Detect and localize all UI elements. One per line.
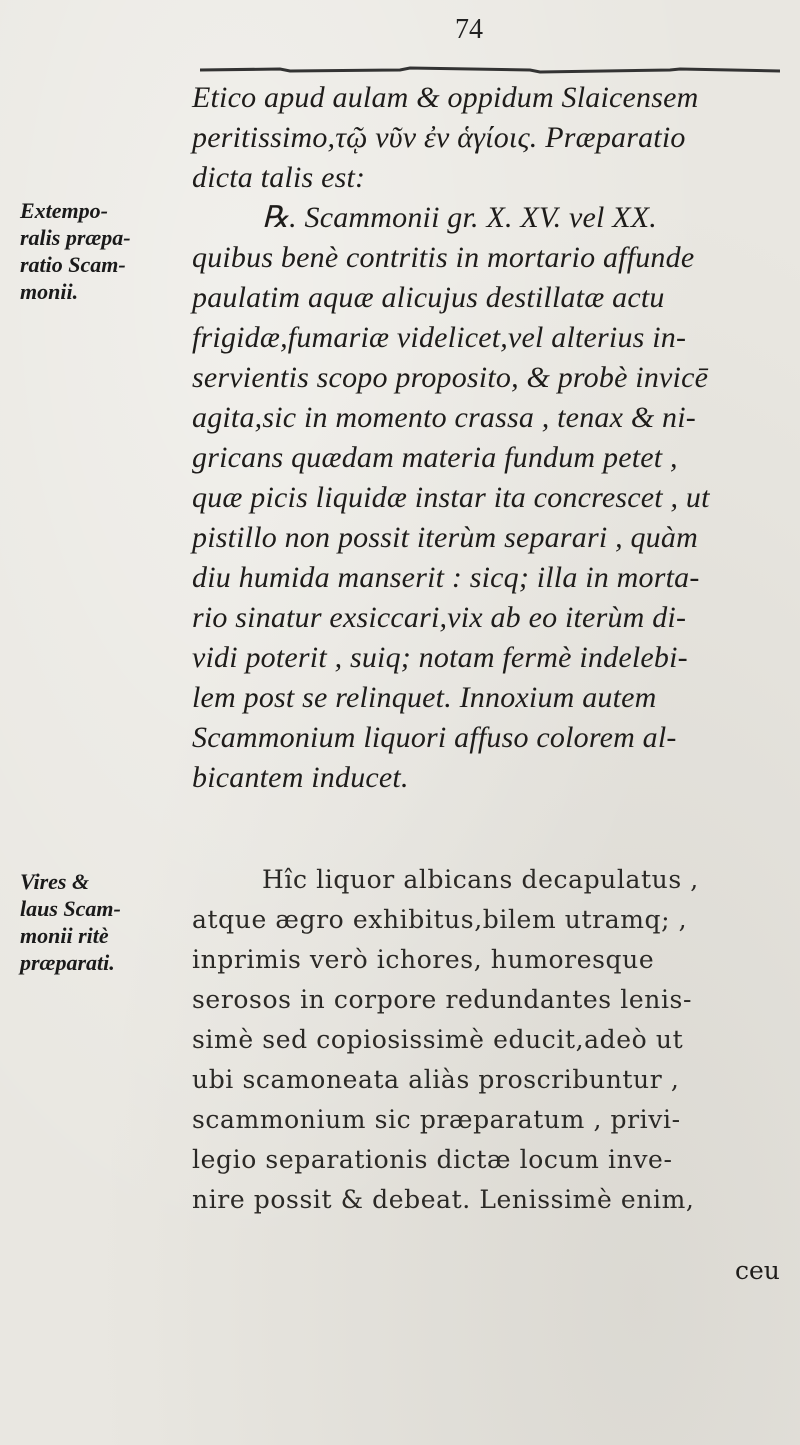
text-line: gricans quædam materia fundum petet ,: [192, 441, 678, 474]
margin-note-line: ratio Scam-: [20, 252, 126, 277]
margin-note-line: monii ritè: [20, 923, 109, 948]
text-line: Etico apud aulam & oppidum Slaicensem: [192, 81, 699, 114]
margin-note-preparation: [20, 197, 180, 305]
text-line: simè sed copiosissimè educit,adeò ut: [192, 1025, 684, 1054]
text-line: quæ picis liquidæ instar ita concrescet , ut: [192, 481, 710, 514]
margin-note-virtues: [20, 868, 180, 976]
text-line: rio sinatur exsiccari,vix ab eo iterùm di-: [192, 601, 687, 634]
text-line: vidi poterit , suiq; notam fermè indelebi-: [192, 641, 688, 674]
text-line: legio separationis dictæ locum inve-: [192, 1145, 673, 1174]
text-line: Hîc liquor albicans decapulatus ,: [262, 865, 699, 894]
text-line: ubi scamoneata aliàs proscribuntur ,: [192, 1065, 680, 1094]
header-rule: [200, 60, 780, 70]
margin-note-line: præparati.: [20, 950, 115, 975]
margin-note-line: Vires &: [20, 869, 90, 894]
text-line: agita,sic in momento crassa , tenax & ni-: [192, 401, 696, 434]
text-line: lem post se relinquet. Innoxium autem: [192, 681, 657, 714]
text-line: Scammonium liquori affuso colorem al-: [192, 721, 677, 754]
roman-paragraph: [192, 860, 792, 1220]
margin-note-line: Extempo-: [20, 198, 108, 223]
text-line: serosos in corpore redundantes lenis-: [192, 985, 693, 1014]
page-number: 74: [455, 14, 483, 45]
text-line: dicta talis est:: [192, 161, 366, 194]
text-line: pistillo non possit iterùm separari , quàm: [192, 521, 698, 554]
text-line: nire possit & debeat. Lenissimè enim,: [192, 1185, 695, 1214]
text-line: atque ægro exhibitus,bilem utramq; ,: [192, 905, 688, 934]
margin-note-line: ralis præpa-: [20, 225, 131, 250]
text-line: diu humida manserit : sicq; illa in morta-: [192, 561, 700, 594]
text-line: quibus benè contritis in mortario affunde: [192, 241, 695, 274]
text-line: scammonium sic præparatum , privi-: [192, 1105, 681, 1134]
text-line: bicantem inducet.: [192, 761, 409, 794]
text-line: peritissimo,τῷ νῦν ἐν ἁγίοις. Præparatio: [192, 121, 686, 154]
margin-note-line: laus Scam-: [20, 896, 121, 921]
margin-note-line: monii.: [20, 279, 79, 304]
italic-paragraph: [192, 78, 792, 798]
text-line: inprimis verò ichores, humoresque: [192, 945, 655, 974]
text-line: frigidæ,fumariæ videlicet,vel alterius in-: [192, 321, 687, 354]
text-line: ℞. Scammonii gr. X. XV. vel XX.: [262, 201, 657, 234]
text-line: paulatim aquæ alicujus destillatæ actu: [192, 281, 665, 314]
text-line: servientis scopo proposito, & probè invicē: [192, 361, 709, 394]
catch-word: ceu: [735, 1256, 780, 1285]
